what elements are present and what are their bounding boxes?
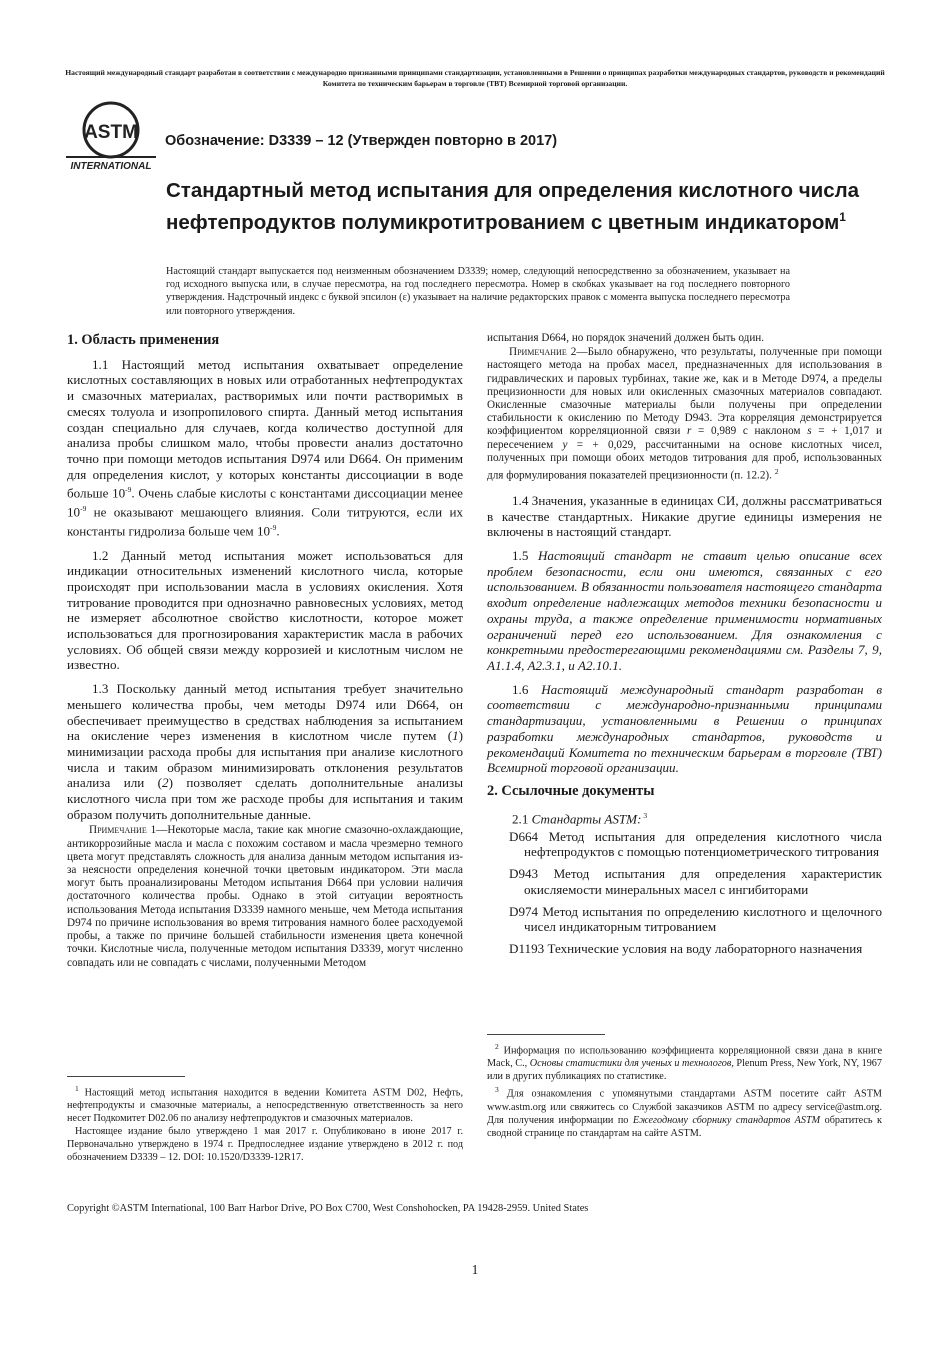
top-notice: Настоящий международный стандарт разработан в соответствии с международно признанными принципами стандартизации, установленными в Решении о принципах разработки международных стандартов, руководств и рекомендаций Комитета по техническим барьерам в торговле (ТВТ) Всемирной торговой организации. <box>65 68 885 88</box>
reference-d943: D943 Метод испытания для определения характеристик окисляемости минеральных масел с ингибиторами <box>509 866 882 897</box>
right-column <box>487 332 882 963</box>
para-1-4: 1.4 Значения, указанные в единицах СИ, должны рассматриваться в качестве стандартных. Никакие другие единицы измерения не включены в настоящий стандарт. <box>487 492 882 540</box>
reference-d974: D974 Метод испытания по определению кислотного и щелочного чисел индикаторным титрованием <box>509 903 882 935</box>
note-1-continued: испытания D664, но порядок значений должен быть один. <box>487 332 765 344</box>
note-2: Примечание 2—Было обнаружено, что результаты, полученные при помощи настоящего метода на пробах масел, предназначенных для использования в гидравлических и паровых турбинах, такие же, как и в Методе D974, а пределы прецизионности для новых или окисленных смазочных материалов совпадают. Окисленные смазочные материалы были получены при определении стабильности к окислению по Методу D943. Эта корреляция демонстрируется коэффициентом корреляционной связи r = 0,989 с наклоном s = + 1,017 и пересечением y = + 0,029, рассчитанными на основе кислотных чисел, полученных при помощи обоих методов титрования для проб, использованных для формулирования показателей прецизионности (п. 12.2). $^2$ <box>487 346 883 482</box>
footnote-3: $^3$ Для ознакомления с упомянутыми стандартами ASTM посетите сайт ASTM www.astm.org или свяжитесь со Службой заказчиков ASTM по адресу service@astm.org. Для получения информации по Ежегодному сборнику стандартов ASTM обратитесь к сводной странице по стандартам на сайте ASTM. <box>487 1085 883 1139</box>
left-column <box>67 333 463 970</box>
svg-text:ASTM: ASTM <box>84 122 138 143</box>
reference-d664: D664 Метод испытания для определения кислотного числа нефтепродуктов с помощью потенциометрического титрования <box>509 828 882 860</box>
astm-logo <box>64 100 158 172</box>
section-2-heading: 2. Ссылочные документы <box>487 782 655 799</box>
footnote-divider-right <box>487 1034 605 1035</box>
para-1-3: 1.3 Поскольку данный метод испытания требует значительно меньшего количества пробы, чем методы D974 или D664, он обеспечивает преимущество в средствах наблюдения за испытанием на окисление через изменения в кислотном числе путем (1) минимизации расхода пробы для испытания при анализе кислотного числа и таким образом минимизировать отклонения результатов анализа или (2) позволяет сделать дополнительные анализы кислотного числа при том же расходе пробы для испытания и таким образом получить дополнительные данные. <box>67 681 463 822</box>
para-1-2: 1.2 Данный метод испытания может использоваться для индикации относительных изменений кислотного числа, которые происходят при использовании масла в условиях окисления. Хотя титрование проводится при однозначно равновесных условиях, метод не измеряет абсолютное свойство кислотности, которое может использоваться для прогнозирования характеристик масла в рабочих условиях. Об общей связи между коррозией и кислотным числом не известно. <box>67 547 463 673</box>
left-footnotes <box>67 1082 463 1164</box>
para-2-1: 2.1 Стандарты ASTM: $^3$ <box>512 810 648 826</box>
note-1: Примечание 1—Некоторые масла, такие как многие смазочно-охлаждающие, антикоррозийные масла и масла с похожим составом и масла чрезмерно темного цвета могут представлять сложность для анализа данным методом испытания из-за неясности определения конечной точки цветовым индикатором. Эти масла могут быть проанализированы Методом испытания D664 при условии наличия достаточного количества пробы. Однако в этой ситуации вероятность использования Метода испытания D3339 намного меньше, чем Метода испытания D974 по причине использования во время титрования намного более расходуемой пробы, а также по причине большей стабильности изменения цвета конечной точки. Кислотные числа, полученные методом испытания D3339, могут численно совпадать или не совпадать с числами, полученными Методом <box>67 824 463 969</box>
right-footnotes <box>487 1040 882 1140</box>
page-number: 1 <box>471 1262 479 1277</box>
intro-paragraph: Настоящий стандарт выпускается под неизменным обозначением D3339; номер, следующий непосредственно за обозначением, указывает на год исходного выпуска или, в случае пересмотра, на год последнего пересмотра. Номер в скобках указывает на год последнего повторного утверждения. Надстрочный индекс с буквой эпсилон (ε) указывает на наличие редакторских правок с момента выпуска последнего пересмотра или повторного утверждения. <box>166 266 790 317</box>
footnote-2: $^2$ Информация по использованию коэффициента корреляционной связи дана в книге Mack, C., Основы статистики для ученых и технологов, Plenum Press, New York, NY, 1967 или в других публикациях по статистике. <box>487 1042 882 1083</box>
copyright: Copyright ©ASTM International, 100 Barr Harbor Drive, PO Box C700, West Conshohocken, PA 19428-2959. United States <box>67 1203 589 1214</box>
section-1-heading: 1. Область применения <box>67 332 220 348</box>
footnote-1: $^1$ Настоящий метод испытания находится в ведении Комитета ASTM D02, Нефть, нефтепродукты и смазочные материалы, а непосредственную ответственность за него несет Подкомитет D02.06 по анализу нефтепродуктов и смазочных материалов. <box>67 1084 463 1125</box>
para-1-5: 1.5 Настоящий стандарт не ставит целью описание всех проблем безопасности, если они имеются, связанных с его использованием. В обязанности пользователя настоящего стандарта входит определение надлежащих методов техники безопасности и охраны труда, а также определение применимости нормативных ограничений перед его использованием. Для ознакомления с конкретными предостерегающими рекомендациями см. Разделы 7, 9, A1.1.4, A2.3.1, и A2.10.1. <box>487 548 882 673</box>
document-title: Стандартный метод испытания для определения кислотного числа нефтепродуктов полумикротитрованием с цветным индикатором$^1$ <box>166 179 860 234</box>
reference-list <box>487 829 882 957</box>
designation: Обозначение: D3339 – 12 (Утвержден повторно в 2017) <box>165 133 558 149</box>
footnote-1-edition: Настоящее издание было утверждено 1 мая 2017 г. Опубликовано в июне 2017 г. Первоначально утверждено в 1974 г. Предпоследнее издание утверждено в 2012 г. под обозначением D3339 – 12. DOI: 10.1520/D3339-12R17. <box>67 1126 463 1164</box>
para-1-6: 1.6 Настоящий международный стандарт разработан в соответствии с международно-признанными принципами стандартизации, установленными в Решении о принципах разработки международных стандартов, руководств и рекомендаций Комитета по техническим барьерам в торговле (ТВТ) Всемирной торговой организации. <box>487 681 883 776</box>
footnote-divider <box>67 1076 185 1077</box>
reference-d1193: D1193 Технические условия на воду лабораторного назначения <box>509 940 863 956</box>
svg-text:INTERNATIONAL: INTERNATIONAL <box>70 161 152 172</box>
para-1-1: 1.1 Настоящий метод испытания охватывает определение кислотных составляющих в новых или отработанных нефтепродуктах и смазочных материалах, растворимых или почти растворимых в смесях толуола и изопропилового спирта. Данный метод испытания создан специально для случаев, когда количество доступной для анализа пробы слишком мало, чтобы провести анализ достаточно точно при помощи методов испытания D974 или D664. Он применим для определения кислот, у которых константы диссоциации в воде больше $10^{-9}$. Очень слабые кислоты с константами диссоциации менее $10^{-9}$ не оказывают мешающего влияния. Соли титруются, если их константы гидролиза больше чем $10^{-9}$. <box>67 356 463 539</box>
